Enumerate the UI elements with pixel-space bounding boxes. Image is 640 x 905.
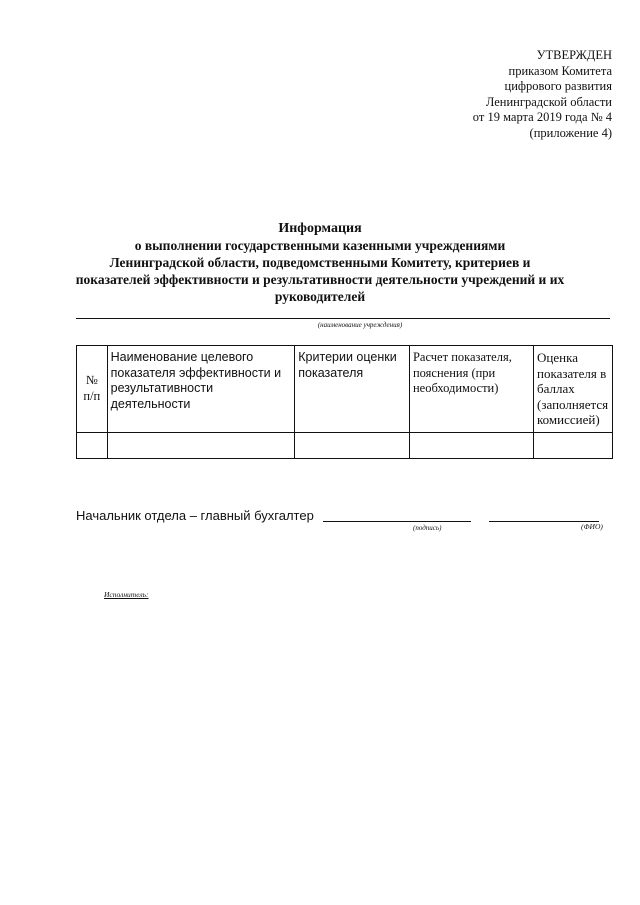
document-title [60,220,580,305]
signature-block [76,508,616,538]
table-header-row [77,346,613,433]
header-score: Оценка показателя в баллах (заполняется комиссией) [534,346,613,433]
approval-line-3: цифрового развития [504,79,612,93]
approval-line-2: приказом Комитета [508,63,612,78]
table-cell [409,432,533,458]
header-indicator-name: Наименование целевого показателя эффективности и результативности деятельности [107,346,295,433]
signature-label: Начальник отдела – главный бухгалтер [76,508,314,523]
indicators-table [76,345,613,459]
signature-caption: (подпись) [413,524,442,532]
executor-label: Исполнитель: [104,590,149,599]
approval-line-1: УТВЕРЖДЕН [536,48,612,62]
organization-name-line [76,318,610,319]
title-line-3: показателей эффективности и результативности деятельности учреждений и их [75,272,565,287]
table-cell [295,432,410,458]
approval-line-4: Ленинградской области [485,94,612,109]
table-cell [77,432,108,458]
title-main: Информация [278,221,362,236]
header-criteria: Критерии оценки показателя [295,346,410,433]
signature-line [323,521,471,522]
table-cell [534,432,613,458]
approval-line-6: (приложение 4) [529,125,612,140]
header-number: № п/п [77,346,108,433]
title-line-2: Ленинградской области, подведомственными Комитету, критериев и [109,255,531,270]
title-line-1: о выполнении государственными казенными учреждениями [134,238,506,253]
table-cell [107,432,295,458]
title-line-4: руководителей [274,289,366,304]
organization-caption: (наименование учреждения) [317,321,403,329]
header-calculation: Расчет показателя, пояснения (при необходимости) [409,346,533,433]
approval-line-5: от 19 марта 2019 года № 4 [472,110,612,124]
fio-caption: (ФИО) [581,522,603,531]
table-row [77,432,613,458]
approval-stamp [392,48,612,141]
